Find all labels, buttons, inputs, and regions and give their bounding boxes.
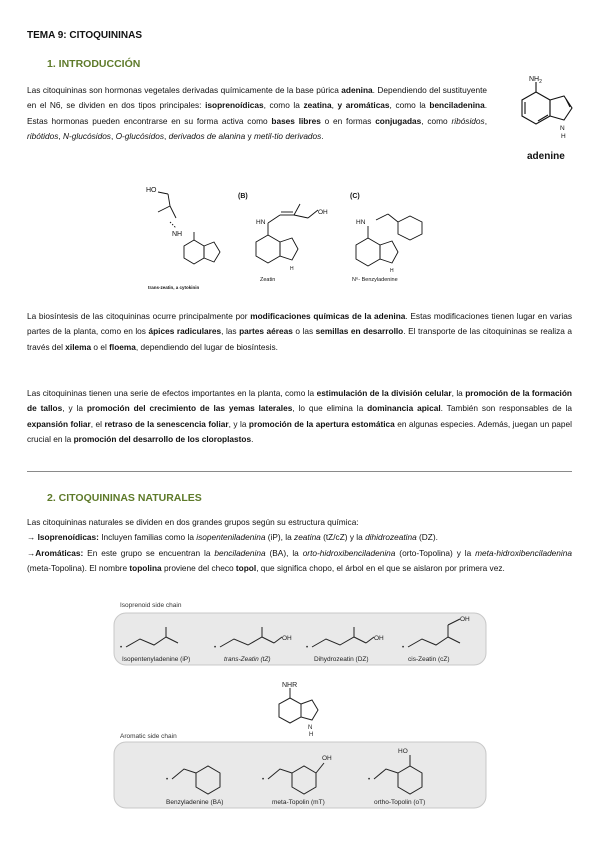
adenine-h-label: H <box>561 133 566 140</box>
struct-c-h-label: H <box>390 268 394 274</box>
aro-attach-dot-1: • <box>166 777 169 783</box>
aro-label-ba: Benzyladenine (BA) <box>166 799 224 806</box>
struct-b-tag: (B) <box>238 193 248 200</box>
natural-cytokinins-figure <box>108 595 493 817</box>
section-divider <box>27 471 572 472</box>
struct-b-caption: Zeatin <box>260 277 276 283</box>
aromatic-caption: Aromatic side chain <box>120 733 177 740</box>
aro-label-mt: meta-Topolin (mT) <box>272 799 325 806</box>
isoprenoid-caption: Isoprenoid side chain <box>120 602 182 609</box>
iso-attach-dot-4: • <box>402 645 405 651</box>
ot-ho-label: HO <box>398 748 408 755</box>
struct-a-caption: trans-zeatin, a cytokinin <box>148 285 200 290</box>
iso-attach-dot-2: • <box>214 645 217 651</box>
section-heading-introduccion: 1. INTRODUCCIÓN <box>47 58 141 70</box>
aro-attach-dot-3: • <box>368 777 371 783</box>
adenine-nh2-label: $NH_2$ <box>529 76 542 85</box>
tz-oh-label: OH <box>282 635 292 642</box>
struct-c-caption: N⁶- Benzyladenine <box>352 277 398 283</box>
purine-nhr-label: NHR <box>282 682 298 689</box>
struct-a-nh-label: NH <box>172 231 183 238</box>
natural-intro-line: Las citoquininas naturales se dividen en dos grandes grupos según su estructura química: <box>27 517 359 527</box>
aro-label-ot: ortho-Topolin (oT) <box>374 799 426 806</box>
effects-paragraph: Las citoquininas tienen una serie de efectos importantes en la planta, como la estimulación de la división celular, la promoción de la formación de tallos, y la promoción del crecimiento de las yemas laterales, lo que elimina la dominancia apical. También son responsables de la expansión foliar, el retraso de la senescencia foliar, y la promoción de la apertura estomática en algunas especies. Además, juegan un papel crucial en la promoción del desarrollo de los cloroplastos. <box>27 388 572 445</box>
iso-label-ip: Isopentenyladenine (iP) <box>122 656 191 663</box>
biosynthesis-paragraph: La biosíntesis de las citoquininas ocurre principalmente por modificaciones químicas de la adenina. Estas modificaciones tienen lugar en varias partes de la planta, como en los ápices radiculares, las partes aéreas o las semillas en desarrollo. El transporte de las citoquininas se realiza a través del xilema o el floema, dependiendo del lugar de biosíntesis. <box>27 311 572 352</box>
adenine-n9-label: N <box>560 125 565 132</box>
iso-attach-dot-3: • <box>306 645 309 651</box>
purine-h-label: H <box>309 732 314 738</box>
struct-b-h-label: H <box>290 266 294 272</box>
iso-label-dz: Dihydrozeatin (DZ) <box>314 656 369 663</box>
adenine-name-label: adenine <box>527 151 565 162</box>
cytokinin-structures-figure <box>140 180 440 295</box>
iso-attach-dot-1: • <box>120 645 123 651</box>
document-title: TEMA 9: CITOQUININAS <box>27 30 143 41</box>
struct-a-ho-label: HO <box>146 187 157 194</box>
dz-oh-label: OH <box>374 635 384 642</box>
struct-c-tag: (C) <box>350 193 360 200</box>
purine-n9-label: N <box>308 725 313 731</box>
natural-cytokinins-text <box>27 515 572 577</box>
iso-label-cz: cis-Zeatin (cZ) <box>408 656 450 663</box>
aromatic-item: →Aromáticas: En este grupo se encuentran la benciladenina (BA), la orto-hidroxibenciladenina (orto-Topolina) y la meta-hidroxibenciladenina (meta-Topolina). El nombre topolina proviene del checo topol, que significa chopo, el árbol en el que se aislaron por primera vez. <box>27 547 572 574</box>
section-heading-naturales: 2. CITOQUININAS NATURALES <box>47 492 202 504</box>
intro-paragraph: Las citoquininas son hormonas vegetales derivadas químicamente de la base púrica adenina. Dependiendo del sustituyente en el N6, se dividen en dos tipos principales: isoprenoídicas, como la zeatina, y aromáticas, como la benciladenina. Estas hormonas pueden encontrarse en su forma activa como bases libres o en formas conjugadas, como ribósidos, ribótidos, N-glucósidos, O-glucósidos, derivados de alanina y metil-tio derivados. <box>27 85 488 142</box>
struct-b-oh-label: OH <box>318 209 328 216</box>
aro-attach-dot-2: • <box>262 777 265 783</box>
struct-b-hn-label: HN <box>256 219 266 226</box>
iso-label-tz: trans-Zeatin (tZ) <box>224 656 271 663</box>
adenine-structure-figure <box>498 70 588 162</box>
cz-oh-label: OH <box>460 616 470 623</box>
struct-c-hn-label: HN <box>356 219 366 226</box>
isoprenoid-item: → Isoprenoídicas: Incluyen familias como la isopenteniladenina (iP), la zeatina (tZ/cZ) y la dihidrozeatina (DZ). <box>27 532 438 543</box>
mt-oh-label: OH <box>322 755 332 762</box>
